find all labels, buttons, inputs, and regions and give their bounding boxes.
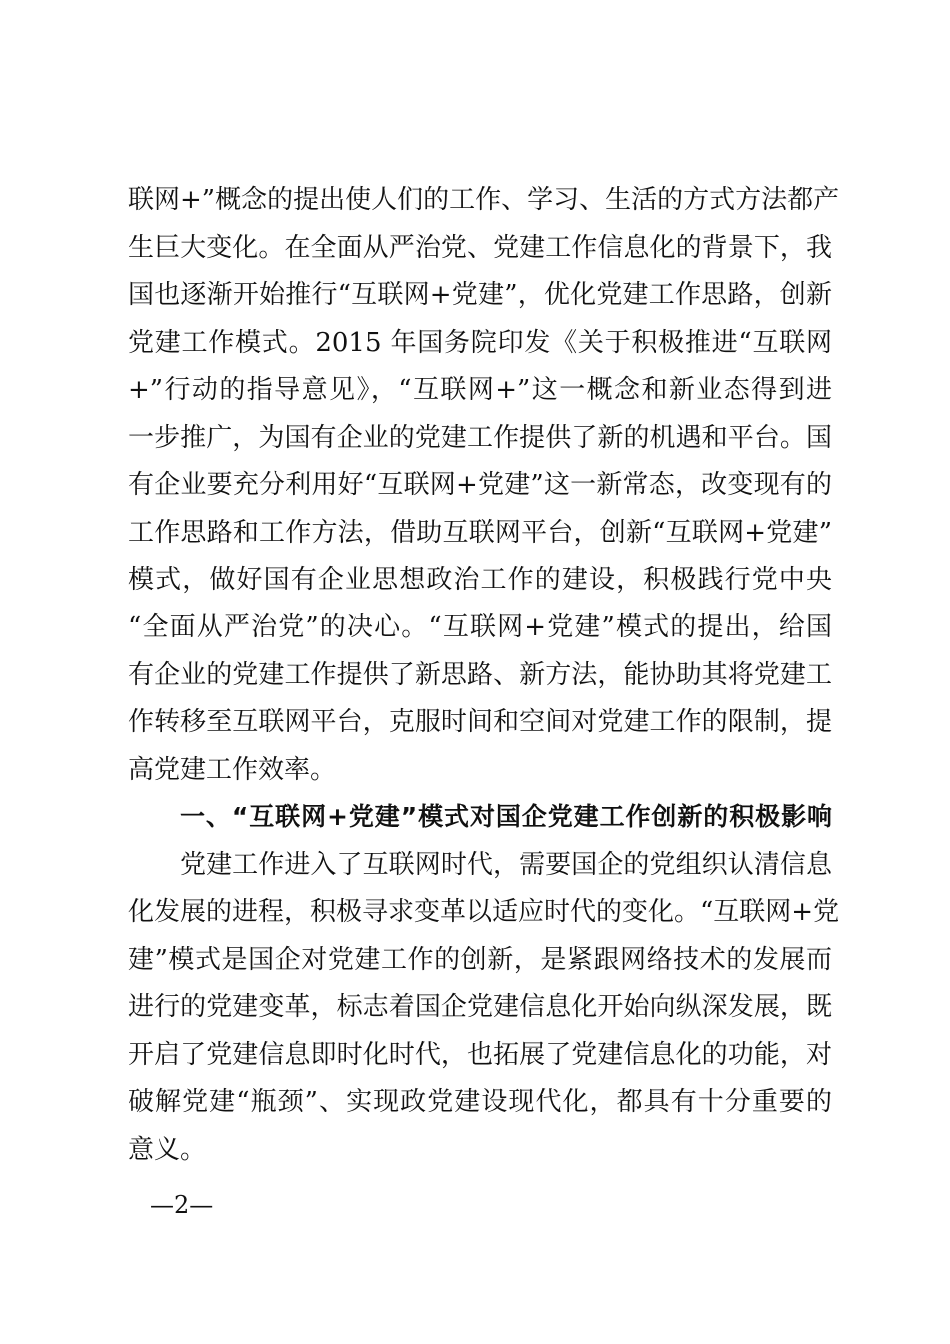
paragraph-line: 党建工作模式。2015 年国务院印发《关于积极推进“互联网 [128,328,832,358]
paragraph-line: 有企业的党建工作提供了新思路、新方法，能协助其将党建工 [128,660,832,690]
paragraph-line: “全面从严治党”的决心。“互联网+党建”模式的提出，给国 [128,612,832,642]
paragraph-line: 生巨大变化。在全面从严治党、党建工作信息化的背景下，我 [128,233,832,263]
paragraph-line: 模式，做好国有企业思想政治工作的建设，积极践行党中央 [128,565,832,595]
paragraph-line: 化发展的进程，积极寻求变革以适应时代的变化。“互联网+党 [128,897,840,927]
paragraph-line: 一步推广，为国有企业的党建工作提供了新的机遇和平台。国 [128,423,832,453]
paragraph-line: 建”模式是国企对党建工作的创新，是紧跟网络技术的发展而 [128,945,832,975]
paragraph-line: 有企业要充分利用好“互联网+党建”这一新常态，改变现有的 [128,470,832,500]
page-number: —2— [150,1191,214,1219]
paragraph-line: 联网+”概念的提出使人们的工作、学习、生活的方式方法都产 [128,185,840,215]
paragraph-line: +”行动的指导意见》，“互联网+”这一概念和新业态得到进 [128,375,832,405]
paragraph-line: 国也逐渐开始推行“互联网+党建”，优化党建工作思路，创新 [128,280,832,310]
paragraph-line: 破解党建“瓶颈”、实现政党建设现代化，都具有十分重要的 [128,1087,832,1117]
section-heading: 一、“互联网+党建”模式对国企党建工作创新的积极影响 [180,802,832,831]
paragraph-line: 作转移至互联网平台，克服时间和空间对党建工作的限制，提 [128,707,832,737]
paragraph-line: 开启了党建信息即时化时代，也拓展了党建信息化的功能，对 [128,1040,832,1070]
paragraph-line: 意义。 [128,1135,207,1165]
paragraph-line: 进行的党建变革，标志着国企党建信息化开始向纵深发展，既 [128,992,832,1022]
paragraph-line: 工作思路和工作方法，借助互联网平台，创新“互联网+党建” [128,518,832,548]
paragraph-line: 党建工作进入了互联网时代，需要国企的党组织认清信息 [180,850,832,880]
paragraph-line: 高党建工作效率。 [128,755,337,785]
